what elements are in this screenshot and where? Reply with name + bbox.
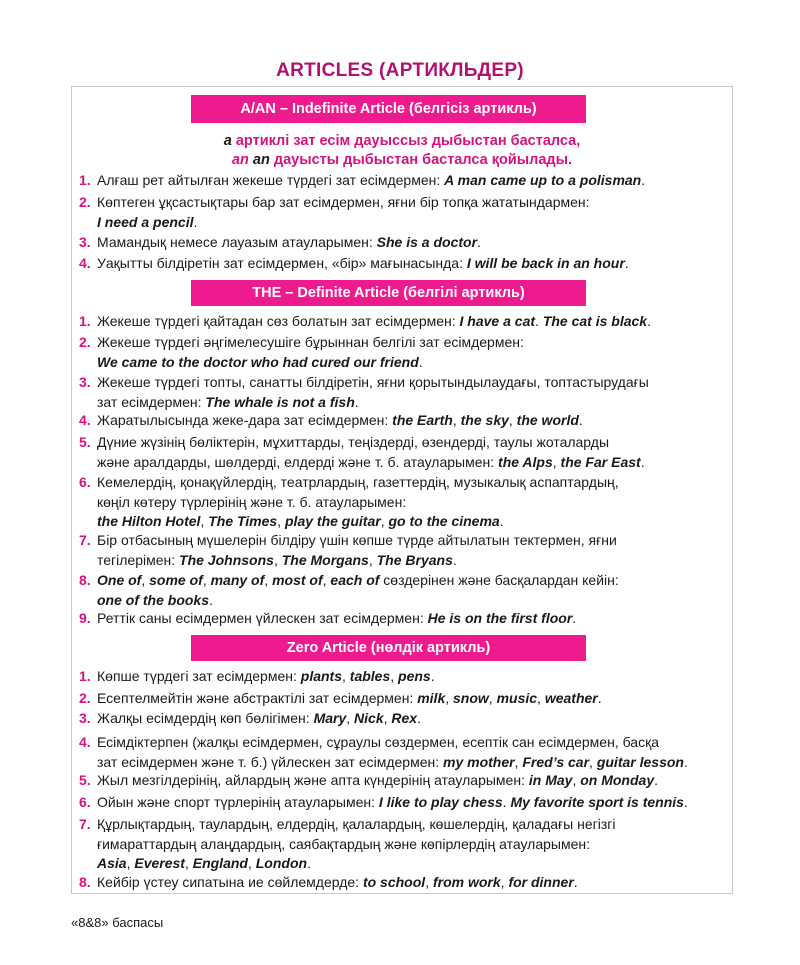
item-number: 8. xyxy=(79,572,91,588)
item-body xyxy=(97,689,729,709)
rule-item xyxy=(79,333,729,372)
rule-text: . xyxy=(578,412,583,428)
rule-text: , xyxy=(368,551,377,568)
rule-item xyxy=(79,531,729,570)
article-word: an xyxy=(231,152,249,168)
rule-text: . xyxy=(499,513,504,529)
rule-text: , xyxy=(200,513,209,529)
rule-item xyxy=(79,571,729,610)
example-text: from work xyxy=(432,874,501,890)
intro-text: дауысты дыбыстан басталса қойылады. xyxy=(269,152,573,168)
example-text: play the guitar xyxy=(285,513,381,529)
rule-text: Кейбір үстеу сипатына ие сөйлемдерде: xyxy=(97,874,363,890)
item-number: 7. xyxy=(79,816,91,832)
rule-text: Реттік саны есімдермен үйлескен зат есімдермен: xyxy=(97,610,428,626)
example-text: I will be back in an hour xyxy=(466,255,625,271)
rule-text: , xyxy=(537,690,545,706)
rule-text: , xyxy=(589,753,597,770)
example-text: I have a cat xyxy=(459,313,536,329)
example-text: Asia xyxy=(97,855,127,871)
rule-text: , xyxy=(346,710,355,726)
rule-text: , xyxy=(425,874,433,890)
item-number: 9. xyxy=(79,610,91,626)
rule-text: . xyxy=(418,353,423,370)
item-number: 1. xyxy=(79,668,91,684)
item-body xyxy=(97,411,729,431)
section-intro-line xyxy=(71,131,733,151)
rule-text: . xyxy=(641,172,646,188)
rule-text: Ойын және спорт түрлерінің атауларымен: xyxy=(97,794,379,810)
rule-text: , xyxy=(380,513,389,529)
rule-text: Жыл мезгілдерінің, айлардың және апта күндерінің атауларымен: xyxy=(97,772,529,788)
item-body xyxy=(97,333,729,372)
item-body xyxy=(97,312,729,332)
rule-text: . xyxy=(502,794,511,810)
item-number: 2. xyxy=(79,194,91,210)
rule-text: Есімдіктерпен (жалқы есімдермен, сұраулы сөздермен, есептік сан есімдермен, басқа xyxy=(97,734,660,750)
item-number: 4. xyxy=(79,255,91,271)
example-text: I need a pencil xyxy=(97,213,194,230)
rule-text: , xyxy=(508,412,517,428)
section-header-3: Zero Article (нөлдік артикль) xyxy=(191,635,586,661)
example-text: the Hilton Hotel xyxy=(97,513,201,529)
example-text: some of xyxy=(149,572,203,588)
item-number: 3. xyxy=(79,710,91,726)
page-title: ARTICLES (АРТИКЛЬДЕР) xyxy=(276,60,524,81)
item-body xyxy=(97,531,729,570)
rule-item xyxy=(79,373,729,412)
item-body xyxy=(97,609,729,629)
example-text: weather xyxy=(544,690,598,706)
item-number: 6. xyxy=(79,794,91,810)
example-text: plants xyxy=(300,668,342,684)
rule-text: . xyxy=(572,610,577,626)
item-number: 5. xyxy=(79,772,91,788)
section-header-1: A/AN – Indefinite Article (белгісіз артикль) xyxy=(191,95,586,123)
example-text: The Bryans xyxy=(376,551,453,568)
rule-text: , xyxy=(247,855,256,871)
rule-text: Алғаш рет айтылған жекеше түрдегі зат есімдермен: xyxy=(97,172,445,188)
rule-text: Жалқы есімдердің көп бөлігімен: xyxy=(97,710,314,726)
rule-text: , xyxy=(445,690,454,706)
rule-item xyxy=(79,793,729,813)
article-word: a xyxy=(223,133,232,149)
rule-text: Кемелердің, қонақүйлердің, театрлардың, газеттердің, музыкалық аспаптардың, xyxy=(97,474,619,490)
rule-text: , xyxy=(500,874,509,890)
example-text: each of xyxy=(330,572,380,588)
example-text: I like to play chess xyxy=(378,794,503,810)
rule-text: , xyxy=(342,668,350,684)
rule-text: көңіл көтеру түрлерінің және т. б. атауларымен: xyxy=(97,493,407,510)
item-body xyxy=(97,873,729,893)
rule-item xyxy=(79,609,729,629)
item-number: 6. xyxy=(79,474,91,490)
rule-text: Көпше түрдегі зат есімдермен: xyxy=(97,668,301,684)
rule-text: . xyxy=(209,591,213,608)
rule-text: . xyxy=(535,313,543,329)
rule-item xyxy=(79,689,729,709)
example-text: Rex xyxy=(391,710,418,726)
rule-text: , xyxy=(514,753,523,770)
rule-text: . xyxy=(654,772,658,788)
example-text: tables xyxy=(349,668,391,684)
rule-text: . xyxy=(354,393,359,410)
rule-text: . xyxy=(624,255,629,271)
example-text: music xyxy=(496,690,538,706)
example-text: London xyxy=(255,855,308,871)
rule-text: . xyxy=(193,213,198,230)
article-word: an xyxy=(252,152,270,168)
rule-text: . xyxy=(647,313,651,329)
rule-item xyxy=(79,815,729,874)
example-text: Everest xyxy=(134,855,185,871)
item-number: 3. xyxy=(79,234,91,250)
item-number: 2. xyxy=(79,334,91,350)
rule-text: , xyxy=(277,513,285,529)
rule-text: Уақытты білдіретін зат есімдермен, «бір» мағынасында: xyxy=(97,255,467,271)
rule-text: зат есімдермен және т. б.) үйлескен зат есімдермен: xyxy=(97,753,444,770)
rule-item xyxy=(79,433,729,472)
example-text: He is on the first floor xyxy=(427,610,573,626)
intro-text: артиклі зат есім дауыссыз дыбыстан басталса, xyxy=(231,133,581,149)
rule-text: Бір отбасының мүшелерін білдіру үшін көпше түрде айтылатын тектермен, яғни xyxy=(97,532,617,548)
example-text: We came to the doctor who had cured our friend xyxy=(97,353,419,370)
rule-item xyxy=(79,233,729,253)
example-text: The cat is black xyxy=(542,313,648,329)
example-text: pens xyxy=(398,668,431,684)
example-text: One of xyxy=(97,572,142,588)
example-text: the world xyxy=(516,412,579,428)
item-body xyxy=(97,193,729,232)
rule-text: , xyxy=(141,572,150,588)
rule-text: Жекеше түрдегі топты, санатты білдіретін, яғни қорытындылаудағы, топтастырудағы xyxy=(97,374,649,390)
rule-text: , xyxy=(383,710,392,726)
rule-text: . xyxy=(683,794,688,810)
section-intro-line xyxy=(71,150,733,170)
rule-text: , xyxy=(452,412,461,428)
rule-text: , xyxy=(572,772,581,788)
example-text: She is a doctor xyxy=(376,234,478,250)
rule-item xyxy=(79,667,729,687)
rule-item xyxy=(79,312,729,332)
example-text: on Monday xyxy=(580,772,655,788)
example-text: Mary xyxy=(313,710,347,726)
rule-item xyxy=(79,709,729,729)
rule-text: . xyxy=(640,453,645,470)
item-number: 3. xyxy=(79,374,91,390)
example-text: for dinner xyxy=(508,874,574,890)
rule-text: . xyxy=(417,710,421,726)
rule-text: Құрлықтардың, таулардың, елдердің, қалалардың, көшелердің, қаладағы негізгі xyxy=(97,816,616,832)
item-body xyxy=(97,254,729,274)
item-body xyxy=(97,667,729,687)
item-body xyxy=(97,473,729,532)
item-number: 2. xyxy=(79,690,91,706)
example-text: my mother xyxy=(443,753,515,770)
example-text: many of xyxy=(210,572,265,588)
item-number: 4. xyxy=(79,734,91,750)
rule-text: . xyxy=(430,668,435,684)
example-text: snow xyxy=(453,690,489,706)
item-number: 5. xyxy=(79,434,91,450)
rule-text: . xyxy=(307,855,311,871)
item-body xyxy=(97,571,729,610)
rule-text: сөздерінен және басқалардан кейін: xyxy=(379,572,619,588)
rule-text: , xyxy=(184,855,193,871)
example-text: to school xyxy=(362,874,426,890)
rule-text: , xyxy=(488,690,497,706)
rule-text: Жекеше түрдегі қайтадан сөз болатын зат есімдермен: xyxy=(97,313,460,329)
rule-item xyxy=(79,473,729,532)
rule-item xyxy=(79,411,729,431)
item-number: 8. xyxy=(79,874,91,890)
item-number: 7. xyxy=(79,532,91,548)
rule-text: және аралдарды, шөлдерді, елдерді және т. б. атауларымен: xyxy=(97,453,499,470)
rule-text: Дүние жүзінің бөліктерін, мұхиттарды, теңіздерді, өзендерді, таулы жоталарды xyxy=(97,434,610,450)
example-text: The whale is not a fish xyxy=(205,393,355,410)
rule-item xyxy=(79,254,729,274)
publisher-footer: «8&8» баспасы xyxy=(71,915,164,930)
example-text: go to the cinema xyxy=(388,513,500,529)
example-text: A man came up to a polisman xyxy=(444,172,642,188)
rule-text: Есептелмейтін және абстрактілі зат есімдермен: xyxy=(97,690,418,706)
rule-text: , xyxy=(264,572,273,588)
rule-item xyxy=(79,873,729,893)
example-text: one of the books xyxy=(97,591,209,608)
section-header-2: THE – Definite Article (белгілі артикль) xyxy=(191,280,586,306)
example-text: My favorite sport is tennis xyxy=(510,794,684,810)
rule-item xyxy=(79,171,729,191)
example-text: the Earth xyxy=(392,412,453,428)
example-text: The Times xyxy=(208,513,278,529)
rule-text: Мамандық немесе лауазым атауларымен: xyxy=(97,234,377,250)
example-text: the Alps xyxy=(498,453,553,470)
example-text: the sky xyxy=(460,412,509,428)
item-body xyxy=(97,709,729,729)
rule-text: . xyxy=(573,874,578,890)
example-text: the Far East xyxy=(560,453,641,470)
rule-text: , xyxy=(273,551,282,568)
item-number: 1. xyxy=(79,172,91,188)
rule-text: . xyxy=(683,753,688,770)
example-text: Fred’s car xyxy=(522,753,590,770)
example-text: The Morgans xyxy=(281,551,369,568)
item-body xyxy=(97,171,729,191)
example-text: guitar lesson xyxy=(596,753,684,770)
rule-item xyxy=(79,193,729,232)
item-body xyxy=(97,733,729,772)
example-text: England xyxy=(192,855,248,871)
rule-text: Көптеген ұқсастықтары бар зат есімдермен, яғни бір топқа жататындармен: xyxy=(97,194,590,210)
rule-text: , xyxy=(322,572,331,588)
example-text: in May xyxy=(528,772,573,788)
rule-text: . xyxy=(452,551,457,568)
rule-text: . xyxy=(477,234,481,250)
item-number: 1. xyxy=(79,313,91,329)
rule-item xyxy=(79,771,729,791)
rule-text: ғимараттардың алаңдардың, саябақтардың және көпірлердің атауларымен: xyxy=(97,835,591,852)
item-body xyxy=(97,815,729,874)
example-text: The Johnsons xyxy=(179,551,274,568)
rule-text: Жекеше түрдегі әңгімелесушіге бұрыннан белгілі зат есімдермен: xyxy=(97,334,524,350)
rule-text: , xyxy=(390,668,399,684)
example-text: milk xyxy=(417,690,446,706)
rule-item xyxy=(79,733,729,772)
item-body xyxy=(97,793,729,813)
item-body xyxy=(97,373,729,412)
item-number: 4. xyxy=(79,412,91,428)
rule-text: , xyxy=(552,453,561,470)
rule-text: , xyxy=(202,572,211,588)
item-body xyxy=(97,233,729,253)
rule-text: тегілерімен: xyxy=(97,551,180,568)
example-text: Nick xyxy=(354,710,384,726)
rule-text: зат есімдермен: xyxy=(97,393,206,410)
rule-text: . xyxy=(597,690,602,706)
rule-text: Жаратылысында жеке-дара зат есімдермен: xyxy=(97,412,393,428)
rule-text: , xyxy=(126,855,135,871)
item-body xyxy=(97,433,729,472)
example-text: most of xyxy=(272,572,323,588)
item-body xyxy=(97,771,729,791)
